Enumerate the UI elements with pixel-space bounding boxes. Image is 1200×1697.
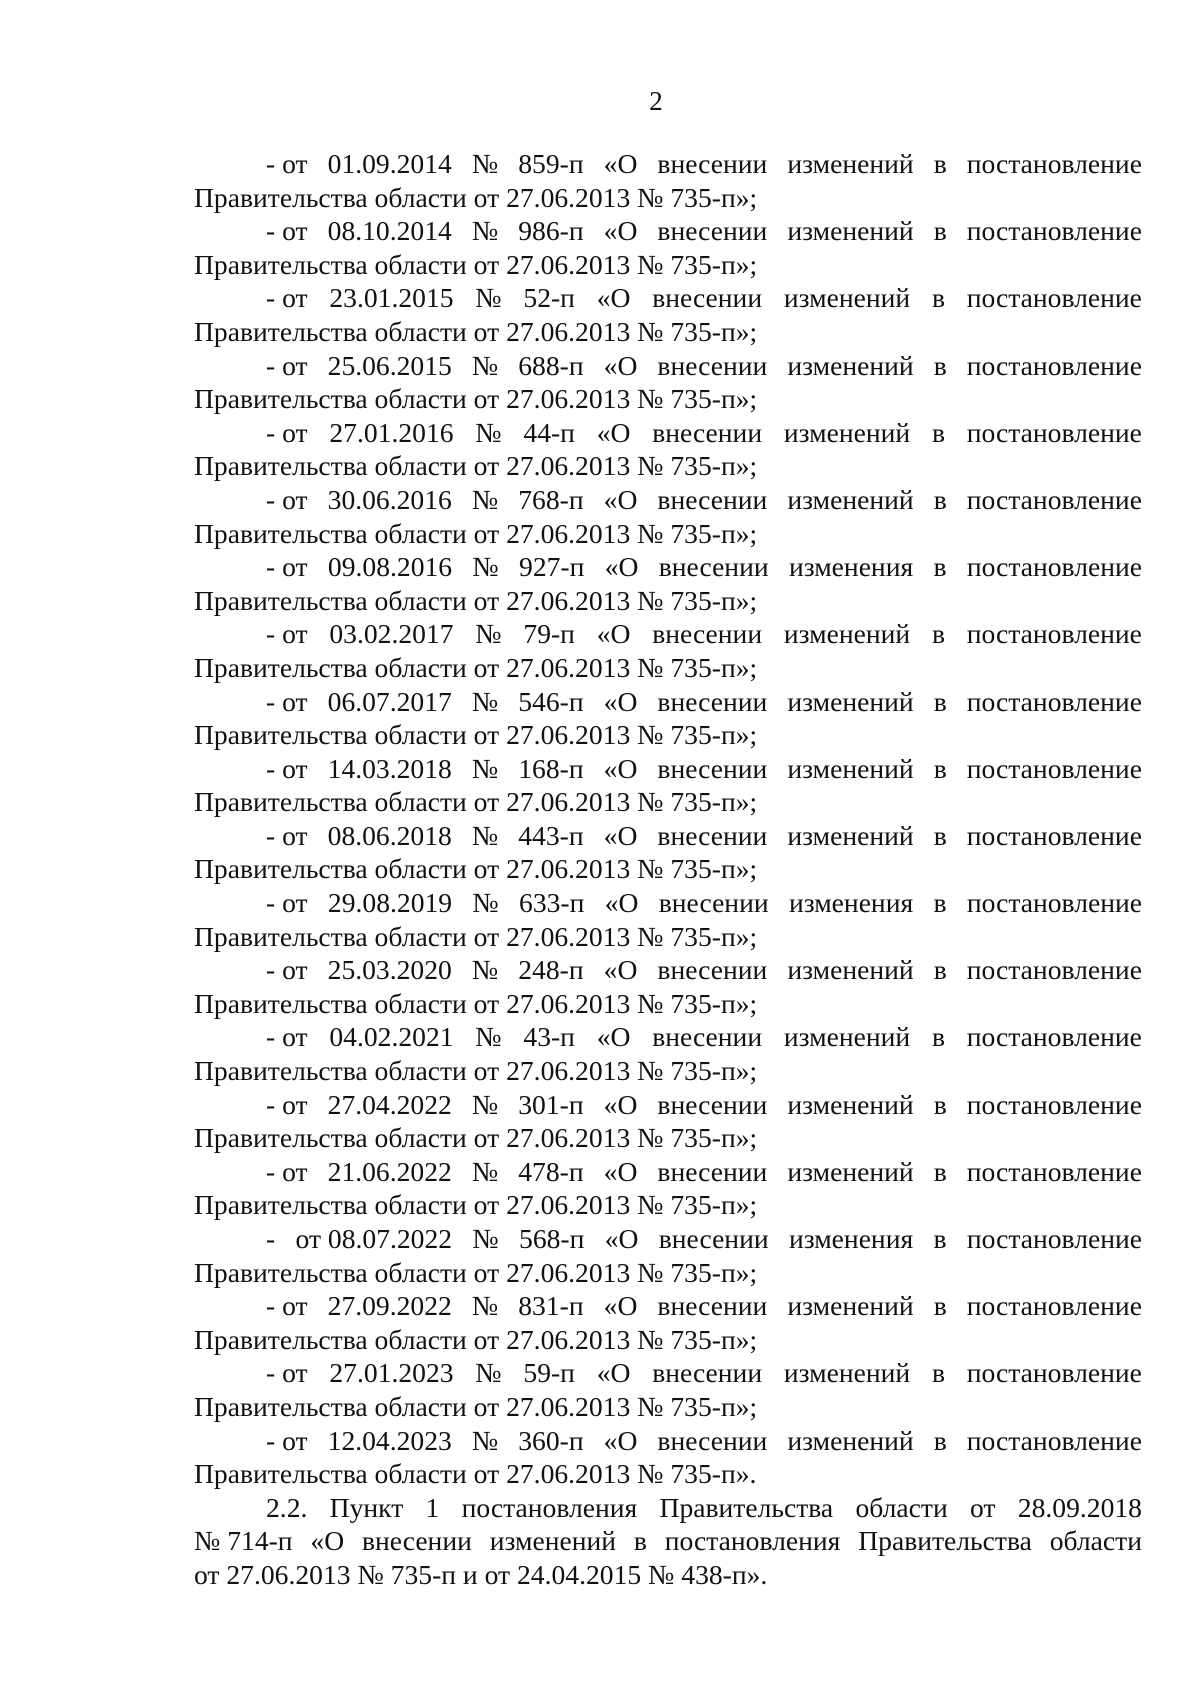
word: в (933, 483, 947, 515)
word: 25.03.2020 (327, 954, 452, 986)
list-item-second-line: Правительства области от 27.06.2013 № 735-п»; (194, 853, 758, 885)
word: - от (266, 551, 308, 583)
list-item-first-line (194, 214, 1142, 248)
list-item-first-line (194, 752, 1142, 786)
word: изменений (787, 954, 914, 986)
paragraph-2-2-line-1 (194, 1491, 1142, 1525)
word: внесении (657, 954, 768, 986)
list-item (194, 685, 1142, 752)
list-item (194, 953, 1142, 1020)
word: - от (266, 483, 308, 515)
word: № (475, 1021, 502, 1053)
word: «О (596, 1021, 631, 1053)
document-body (194, 147, 1142, 1592)
word: - от (266, 349, 308, 381)
word: - от (266, 282, 308, 314)
word: 30.06.2016 (327, 483, 452, 515)
word: в (933, 551, 947, 583)
list-item-second-line: Правительства области от 27.06.2013 № 735-п»; (194, 584, 758, 616)
list-item-first-line (194, 1356, 1142, 1390)
word: внесении (657, 1088, 768, 1120)
word: внесении (657, 685, 768, 717)
word: области (1049, 1525, 1142, 1557)
list-item-second-line: Правительства области от 27.06.2013 № 735-п»; (194, 786, 758, 818)
list-item (194, 281, 1142, 348)
word: - от (266, 148, 308, 179)
word: постановление (966, 1357, 1142, 1389)
word: № (475, 1357, 502, 1389)
word: - (266, 1223, 276, 1254)
word: 1 (425, 1491, 440, 1523)
list-item-first-line (194, 1155, 1142, 1189)
word: изменений (787, 483, 914, 515)
word: постановление (966, 349, 1142, 381)
word: 79-п (523, 618, 575, 650)
word: постановление (966, 551, 1142, 583)
word: Правительства (659, 1491, 834, 1523)
list-item-second-line: Правительства области от 27.06.2013 № 735-п». (194, 1458, 757, 1490)
list-item-second-line: Правительства области от 27.06.2013 № 735-п»; (194, 1055, 758, 1087)
amendments-list (194, 147, 1142, 1491)
word: № (475, 416, 502, 448)
word: - от (266, 1155, 308, 1187)
word: - от (266, 1088, 308, 1120)
list-item-second-line: Правительства области от 27.06.2013 № 735-п»; (194, 987, 758, 1019)
list-item (194, 1222, 1142, 1289)
word: «О (603, 349, 638, 381)
list-item-first-line (194, 550, 1142, 584)
word: внесении (658, 551, 769, 583)
word: внесении (657, 1290, 768, 1322)
word: № (471, 215, 499, 247)
list-item-first-line (194, 349, 1142, 383)
word: - от (266, 752, 308, 784)
word: 927-п (519, 551, 585, 583)
word: постановление (966, 282, 1142, 314)
list-item-second-line: Правительства области от 27.06.2013 № 735-п»; (194, 181, 758, 213)
word: «О (596, 1357, 631, 1389)
list-item-first-line (194, 416, 1142, 450)
word: «О (603, 1155, 638, 1187)
word: внесении (658, 887, 769, 919)
word: № (475, 618, 502, 650)
list-item (194, 147, 1142, 214)
word: постановление (966, 1088, 1142, 1120)
list-item-first-line (194, 819, 1142, 853)
word: «О (596, 416, 631, 448)
word: внесении (657, 1424, 768, 1456)
word: «О (603, 215, 638, 247)
word: изменения (788, 551, 914, 583)
word: в (933, 1088, 947, 1120)
word: 443-п (518, 819, 584, 851)
word: 768-п (518, 483, 584, 515)
word: постановление (966, 1021, 1142, 1053)
word: от 08.07.2022 (295, 1223, 453, 1254)
word: № (471, 148, 499, 179)
word: 301-п (518, 1088, 584, 1120)
paragraph-2-2 (194, 1491, 1142, 1592)
word: 23.01.2015 (329, 282, 454, 314)
paragraph-2-2-line-2 (194, 1524, 1142, 1558)
word: внесении (657, 349, 768, 381)
word: внесении (657, 819, 768, 851)
word: 14.03.2018 (327, 752, 452, 784)
word: постановление (966, 618, 1142, 650)
word: - от (266, 1021, 308, 1053)
word: изменений (787, 685, 914, 717)
list-item-first-line (194, 1020, 1142, 1054)
word: внесении (657, 1155, 768, 1187)
word: 27.01.2016 (329, 416, 454, 448)
list-item (194, 349, 1142, 416)
word: 688-п (518, 349, 584, 381)
word: «О (603, 819, 638, 851)
word: № (472, 887, 499, 919)
word: изменений (783, 1021, 911, 1053)
word: постановление (966, 954, 1142, 986)
list-item-second-line: Правительства области от 27.06.2013 № 735-п»; (194, 248, 758, 280)
list-item-second-line: Правительства области от 27.06.2013 № 735-п»; (194, 450, 758, 482)
word: 27.01.2023 (329, 1357, 454, 1389)
word: 546-п (518, 685, 584, 717)
list-item (194, 886, 1142, 953)
word: изменений (783, 618, 911, 650)
word: - от (266, 618, 308, 650)
word: в (933, 1290, 947, 1322)
word: № (475, 282, 502, 314)
word: 44-п (523, 416, 575, 448)
list-item-first-line (194, 147, 1142, 181)
list-item-second-line: Правительства области от 27.06.2013 № 735-п»; (194, 1122, 758, 1154)
list-item (194, 617, 1142, 684)
word: постановление (966, 215, 1142, 247)
list-item-first-line (194, 1289, 1142, 1323)
word: постановление (966, 752, 1142, 784)
word: в (933, 685, 947, 717)
word: 21.06.2022 (327, 1155, 452, 1187)
word: 478-п (518, 1155, 584, 1187)
word: Пункт (329, 1491, 404, 1523)
word: № (472, 551, 499, 583)
word: постановление (966, 1424, 1142, 1456)
word: в (633, 1525, 647, 1557)
word: 25.06.2015 (327, 349, 452, 381)
list-item-second-line: Правительства области от 27.06.2013 № 735-п»; (194, 1323, 758, 1355)
word: - от (266, 416, 308, 448)
word: 859-п (518, 148, 584, 179)
word: - от (266, 887, 308, 919)
word: «О (604, 1223, 639, 1254)
word: в (933, 1155, 947, 1187)
word: «О (596, 282, 631, 314)
word: постановление (966, 819, 1142, 851)
word: изменения (788, 1223, 914, 1254)
word: изменений (787, 1088, 914, 1120)
word: внесении (652, 1357, 763, 1389)
word: 52-п (523, 282, 575, 314)
list-item-second-line: Правительства области от 27.06.2013 № 735-п»; (194, 719, 758, 751)
word: изменения (788, 887, 914, 919)
list-item (194, 1356, 1142, 1423)
word: от (970, 1491, 996, 1523)
word: № (471, 1155, 499, 1187)
list-item (194, 752, 1142, 819)
word: в (933, 819, 947, 851)
word: № (471, 1424, 499, 1456)
word: 168-п (518, 752, 584, 784)
word: 2.2. (266, 1491, 308, 1523)
word: - от (266, 1424, 308, 1456)
list-item (194, 214, 1142, 281)
list-item (194, 483, 1142, 550)
word: внесении (657, 752, 768, 784)
word: в (933, 148, 947, 179)
word: 28.09.2018 (1017, 1491, 1142, 1523)
word: внесении (657, 215, 768, 247)
list-item-first-line (194, 1088, 1142, 1122)
word: внесении (362, 1525, 472, 1557)
word: «О (603, 752, 638, 784)
word: в (933, 215, 947, 247)
word: изменений (787, 215, 914, 247)
word: № (471, 1088, 499, 1120)
word: внесении (652, 282, 763, 314)
list-item (194, 1155, 1142, 1222)
word: постановление (966, 1290, 1142, 1322)
word: в (933, 954, 947, 986)
word: изменений (787, 819, 914, 851)
word: изменений (783, 1357, 911, 1389)
word: изменений (787, 148, 914, 179)
word: «О (603, 1424, 638, 1456)
word: - от (266, 819, 308, 851)
word: в (933, 1424, 947, 1456)
word: 06.07.2017 (327, 685, 452, 717)
page-number: 2 (649, 86, 663, 116)
list-item (194, 416, 1142, 483)
word: 04.02.2021 (329, 1021, 454, 1053)
word: внесении (652, 618, 763, 650)
word: изменений (787, 752, 914, 784)
word: № (471, 483, 499, 515)
word: постановление (966, 685, 1142, 717)
word: постановление (966, 148, 1142, 179)
paragraph-2-2-line-3: от 27.06.2013 № 735-п и от 24.04.2015 № 438-п». (194, 1558, 768, 1590)
word: в (933, 887, 947, 919)
word: «О (603, 1290, 638, 1322)
list-item (194, 1424, 1142, 1491)
word: внесении (652, 1021, 763, 1053)
list-item-first-line (194, 1424, 1142, 1458)
word: - от (266, 215, 308, 247)
word: 248-п (518, 954, 584, 986)
word: 08.06.2018 (327, 819, 452, 851)
word: изменений (489, 1525, 617, 1557)
list-item-second-line: Правительства области от 27.06.2013 № 735-п»; (194, 315, 758, 347)
list-item-second-line: Правительства области от 27.06.2013 № 735-п»; (194, 1189, 758, 1221)
word: изменений (787, 1155, 914, 1187)
list-item-first-line (194, 1222, 1142, 1256)
word: постановления (664, 1525, 841, 1557)
word: постановление (966, 1223, 1142, 1254)
word: в (931, 618, 945, 650)
word: изменений (783, 282, 911, 314)
list-item (194, 1088, 1142, 1155)
word: постановление (966, 416, 1142, 448)
word: в (931, 1357, 945, 1389)
word: - от (266, 1290, 308, 1322)
word: 831-п (518, 1290, 584, 1322)
word: в (931, 282, 945, 314)
word: в (933, 349, 947, 381)
list-item (194, 819, 1142, 886)
word: 59-п (523, 1357, 575, 1389)
word: «О (603, 1088, 638, 1120)
word: в (931, 416, 945, 448)
word: внесении (657, 148, 768, 179)
word: № (471, 954, 499, 986)
word: «О (604, 887, 639, 919)
word: 568-п (519, 1223, 585, 1254)
word: «О (603, 483, 638, 515)
word: № (471, 752, 499, 784)
word: 633-п (519, 887, 585, 919)
word: 01.09.2014 (327, 148, 452, 179)
word: 03.02.2017 (329, 618, 454, 650)
word: № (471, 685, 499, 717)
word: «О (310, 1525, 345, 1557)
word: изменений (787, 349, 914, 381)
word: в (933, 752, 947, 784)
word: изменений (787, 1424, 914, 1456)
word: «О (603, 685, 638, 717)
list-item-first-line (194, 281, 1142, 315)
word: постановление (966, 887, 1142, 919)
word: - от (266, 954, 308, 986)
word: 43-п (523, 1021, 575, 1053)
word: «О (603, 954, 638, 986)
word: постановление (966, 483, 1142, 515)
list-item-second-line: Правительства области от 27.06.2013 № 735-п»; (194, 920, 758, 952)
word: 29.08.2019 (327, 887, 453, 919)
word: постановление (966, 1155, 1142, 1187)
word: 986-п (518, 215, 584, 247)
word: в (931, 1021, 945, 1053)
list-item-second-line: Правительства области от 27.06.2013 № 735-п»; (194, 383, 758, 415)
word: 27.04.2022 (327, 1088, 452, 1120)
list-item-first-line (194, 953, 1142, 987)
list-item-first-line (194, 685, 1142, 719)
word: 12.04.2023 (327, 1424, 452, 1456)
word: «О (596, 618, 631, 650)
word: изменений (783, 416, 911, 448)
list-item (194, 550, 1142, 617)
word: постановления (461, 1491, 638, 1523)
word: - от (266, 685, 308, 717)
word: внесении (652, 416, 763, 448)
word: № (471, 349, 499, 381)
list-item-first-line (194, 617, 1142, 651)
word: № (471, 819, 499, 851)
list-item-second-line: Правительства области от 27.06.2013 № 735-п»; (194, 1390, 758, 1422)
word: № (472, 1223, 499, 1254)
list-item-first-line (194, 483, 1142, 517)
list-item-first-line (194, 886, 1142, 920)
word: «О (604, 551, 639, 583)
word: внесении (658, 1223, 769, 1254)
word: внесении (657, 483, 768, 515)
word: 360-п (518, 1424, 584, 1456)
list-item (194, 1289, 1142, 1356)
word: № (471, 1290, 499, 1322)
word: изменений (787, 1290, 914, 1322)
word: «О (603, 148, 638, 179)
word: области (855, 1491, 948, 1523)
word: 08.10.2014 (327, 215, 452, 247)
word: в (933, 1223, 947, 1254)
word: Правительства (858, 1525, 1032, 1557)
list-item (194, 1020, 1142, 1087)
word: 27.09.2022 (327, 1290, 452, 1322)
list-item-second-line: Правительства области от 27.06.2013 № 735-п»; (194, 517, 758, 549)
list-item-second-line: Правительства области от 27.06.2013 № 735-п»; (194, 1256, 758, 1288)
list-item-second-line: Правительства области от 27.06.2013 № 735-п»; (194, 651, 758, 683)
word: № 714-п (194, 1525, 293, 1557)
word: 09.08.2016 (327, 551, 453, 583)
word: - от (266, 1357, 308, 1389)
